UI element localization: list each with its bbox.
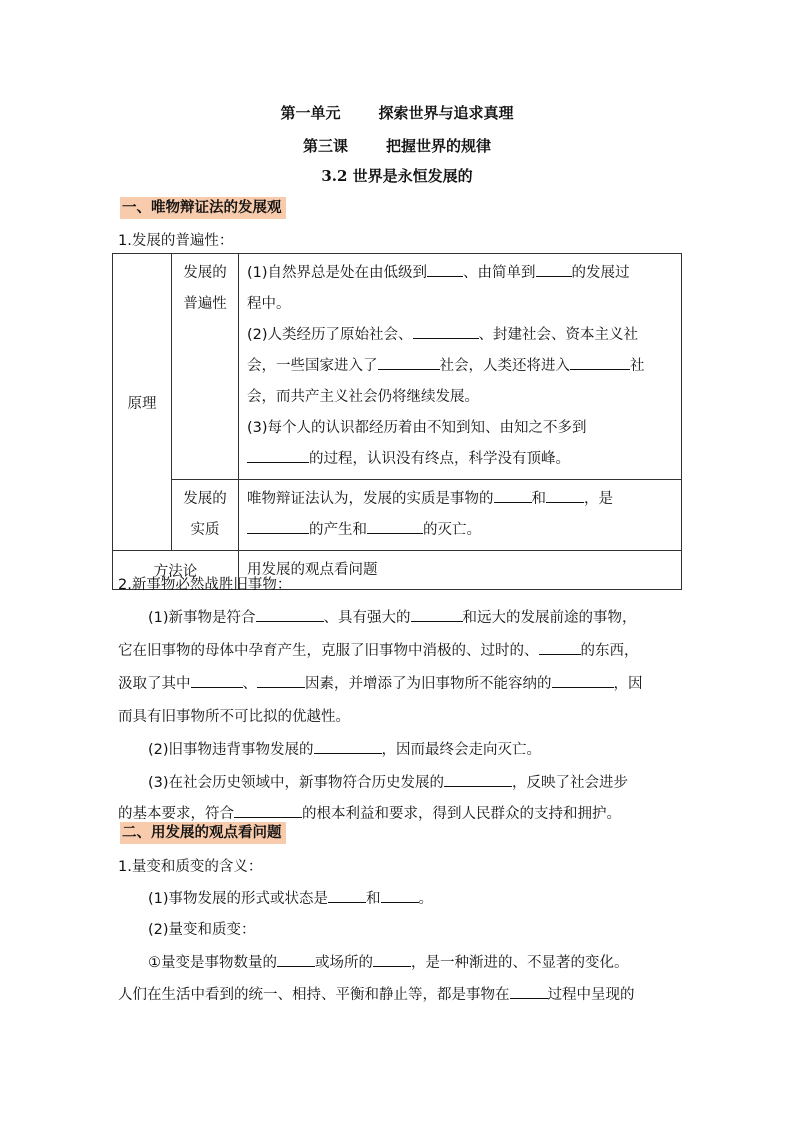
- paragraph-line: 它在旧事物的母体中孕育产生，克服了旧事物中消极的、过时的、 的东西，: [118, 639, 639, 660]
- section-title: 3.2 世界是永恒发展的: [321, 167, 473, 185]
- fill-blank[interactable]: [427, 262, 463, 277]
- fill-blank[interactable]: [247, 448, 309, 463]
- universality-label-cell: 发展的 普遍性: [172, 254, 239, 480]
- paragraph-line: 而具有旧事物所不可比拟的优越性。: [118, 709, 350, 725]
- part1-sub1: 1.发展的普遍性：: [118, 233, 234, 249]
- fill-blank[interactable]: [256, 607, 324, 622]
- fill-blank[interactable]: [539, 640, 581, 655]
- part2-heading: 二、用发展的观点看问题: [120, 822, 286, 844]
- universality-content-cell: (1)自然界总是处在由低级到 、由简单到 的发展过 程中。 (2)人类经历了原始社会、 、封建社会、资本主义社 会，一些国家进入了 社会，人类还将进入 社 会，而共产主义社会仍将继续发展。 (3)每个人的认识都经历着由不知到知、由知之不多到 的过程，认识没有终点，科学没有顶峰。: [239, 254, 682, 480]
- essence-content-cell: 唯物辩证法认为，发展的实质是事物的 和 ，是 的产生和 的灭亡。: [239, 480, 682, 551]
- paragraph-line: 的基本要求，符合 的根本利益和要求，得到人民群众的支持和拥护。: [118, 802, 621, 823]
- fill-blank[interactable]: [367, 519, 423, 534]
- fill-blank[interactable]: [444, 772, 512, 787]
- fill-blank[interactable]: [314, 739, 382, 754]
- paragraph-line: (2)旧事物违背事物发展的 ，因而最终会走向灭亡。: [148, 738, 541, 759]
- paragraph-line: (1)新事物是符合 、具有强大的 和远大的发展前途的事物，: [148, 606, 637, 627]
- fill-blank[interactable]: [373, 952, 411, 967]
- paragraph-line: 人们在生活中看到的统一、相持、平衡和静止等，都是事物在 过程中呈现的: [118, 983, 635, 1004]
- fill-blank[interactable]: [378, 355, 440, 370]
- fill-blank[interactable]: [381, 888, 419, 903]
- fill-blank[interactable]: [191, 673, 243, 688]
- fill-blank[interactable]: [257, 673, 305, 688]
- lesson-title: [0, 135, 794, 156]
- method-content-cell: 用发展的观点看问题: [239, 551, 682, 590]
- fill-blank[interactable]: [510, 984, 548, 999]
- paragraph-line: 汲取了其中 、 因素，并增添了为旧事物所不能容纳的 ，因: [118, 672, 643, 693]
- method-label-cell: 方法论: [113, 551, 239, 590]
- fill-blank[interactable]: [277, 952, 315, 967]
- fill-blank[interactable]: [328, 888, 366, 903]
- fill-blank[interactable]: [552, 673, 614, 688]
- fill-blank[interactable]: [413, 324, 479, 339]
- lesson-name: 把握世界的规律: [386, 137, 492, 155]
- principle-cell: 原理: [113, 254, 172, 551]
- unit-title: [0, 102, 794, 123]
- unit-name: 探索世界与追求真理: [378, 104, 514, 122]
- fill-blank[interactable]: [411, 607, 463, 622]
- lesson-number: 第三课: [302, 137, 348, 155]
- fill-blank[interactable]: [570, 355, 630, 370]
- part1-sub2: 2.新事物必然战胜旧事物：: [118, 577, 292, 593]
- fill-blank[interactable]: [546, 488, 584, 503]
- fill-blank[interactable]: [494, 488, 532, 503]
- paragraph-line: (3)在社会历史领域中，新事物符合历史发展的 ，反映了社会进步: [148, 771, 628, 792]
- fill-blank[interactable]: [234, 803, 302, 818]
- paragraph-line: ①量变是事物数量的 或场所的 ，是一种渐进的、不显著的变化。: [148, 951, 629, 972]
- fill-blank[interactable]: [247, 519, 309, 534]
- part1-heading: 一、唯物辩证法的发展观: [120, 197, 286, 219]
- part2-sub1: 1.量变和质变的含义：: [118, 859, 263, 875]
- development-table: [112, 253, 682, 590]
- paragraph-line: (1)事物发展的形式或状态是 和 。: [148, 887, 433, 908]
- unit-number: 第一单元: [280, 104, 341, 122]
- essence-label-cell: 发展的 实质: [172, 480, 239, 551]
- paragraph-line: (2)量变和质变：: [148, 922, 256, 938]
- fill-blank[interactable]: [536, 262, 572, 277]
